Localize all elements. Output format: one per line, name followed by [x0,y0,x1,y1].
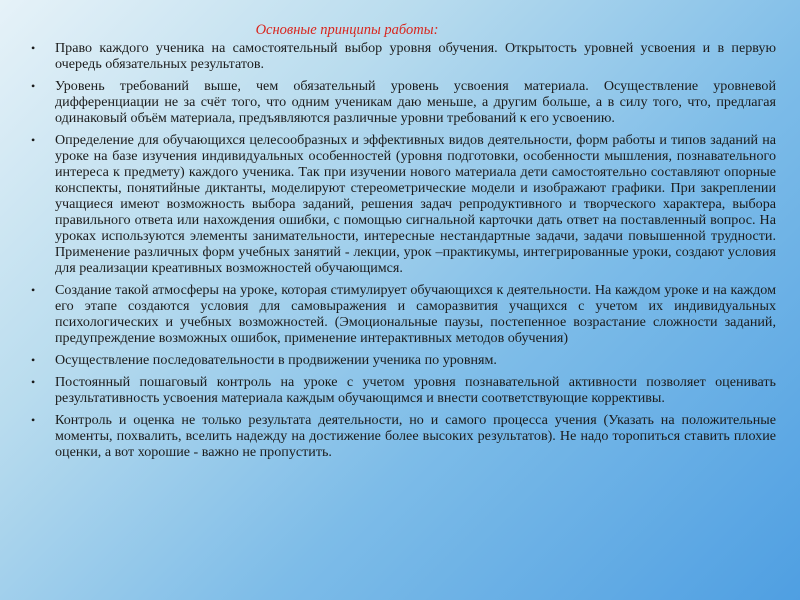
list-item-text: Постоянный пошаговый контроль на уроке с учетом уровня познавательной активности позволяет оценивать результативность усвоения материала каждым обучающимся и внести соответствующие коррективы. [55,374,776,406]
list-item [28,78,776,126]
principles-list [28,40,776,460]
list-item [28,374,776,406]
list-item-text: Право каждого ученика на самостоятельный выбор уровня обучения. Открытость уровней усвоения и в первую очередь обязательных результатов. [55,40,776,72]
slide-title: Основные принципы работы: [255,22,439,38]
bullet-icon: • [31,133,36,147]
list-item-text: Осуществление последовательности в продвижении ученика по уровням. [55,352,497,368]
list-item [28,352,776,368]
bullet-icon: • [31,353,36,367]
bullet-icon: • [31,283,36,297]
bullet-icon: • [31,79,36,93]
bullet-icon: • [31,413,36,427]
list-item [28,282,776,346]
bullet-icon: • [31,41,36,55]
list-item-text: Определение для обучающихся целесообразных и эффективных видов деятельности, форм работы и типов заданий на уроке на базе изучения индивидуальных особенностей (уровня подготовки, особенности мышления, познавательного интереса к предмету) каждого ученика. Так при изучении нового материала дети самостоятельно составляют опорные конспекты, понятийные диктанты, моделируют стереометрические модели и изображают графики. При закреплении учащиеся имеют возможность выбора заданий, решения задач репродуктивного и творческого характера, выбора правильного ответа или нахождения ошибки, с помощью сигнальной карточки дать ответ на поставленный вопрос. На уроках используются элементы занимательности, интересные нестандартные задачи, задачи повышенной трудности. Применение различных форм учебных занятий - лекции, урок –практикумы, интегрированные уроки, создают условия для реализации креативных возможностей обучающимся. [55,132,776,276]
list-item-text: Контроль и оценка не только результата деятельности, но и самого процесса учения (Указать на положительные моменты, похвалить, вселить надежду на достижение более высоких результатов). Не надо торопиться ставить плохие оценки, а вот хорошие - важно не пропустить. [55,412,776,460]
list-item [28,40,776,72]
list-item-text: Создание такой атмосферы на уроке, которая стимулирует обучающихся к деятельности. На каждом уроке и на каждом его этапе создаются условия для самовыражения и саморазвития учащихся с учетом их индивидуальных психологических и учебных возможностей. (Эмоциональные паузы, постепенное возрастание сложности заданий, предупреждение возможных ошибок, применение интерактивных методов обучения) [55,282,776,346]
list-item-text: Уровень требований выше, чем обязательный уровень усвоения материала. Осуществление уровневой дифференциации не за счёт того, что одним ученикам даю меньше, а другим больше, а в силу того, что, предлагая одинаковый объём материала, предъявляются различные уровни требований к его усвоению. [55,78,776,126]
bullet-icon: • [31,375,36,389]
list-item [28,412,776,460]
list-item [28,132,776,276]
